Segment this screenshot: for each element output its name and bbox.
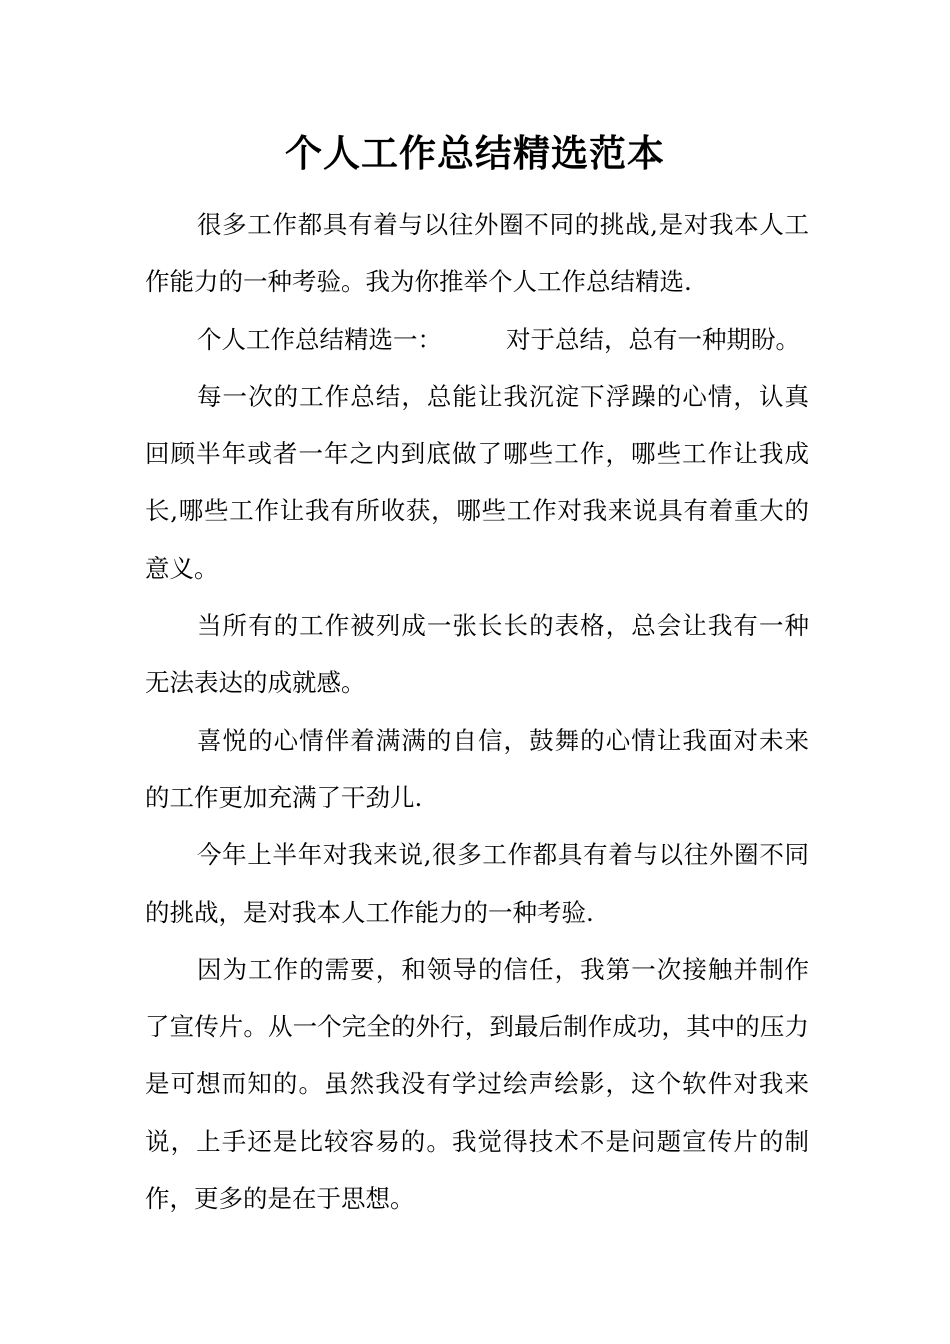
document-body: [145, 196, 809, 1227]
paragraph-achievement: 当所有的工作被列成一张长长的表格，总会让我有一种无法表达的成就感。: [145, 611, 809, 698]
paragraph-reflection: 每一次的工作总结，总能让我沉淀下浮躁的心情，认真回顾半年或者一年之内到底做了哪些工作，哪些工作让我成长,哪些工作让我有所收获，哪些工作对我来说具有着重大的意义。: [145, 381, 809, 583]
paragraph-intro: 很多工作都具有着与以往外圈不同的挑战,是对我本人工作能力的一种考验。我为你推举个人工作总结精选.: [145, 210, 809, 297]
document-title: 个人工作总结精选范本: [285, 131, 665, 175]
section-lead: 对于总结，总有一种期盼。: [506, 324, 800, 354]
section-heading: 个人工作总结精选一：: [197, 324, 442, 354]
paragraph-first-half: 今年上半年对我来说,很多工作都具有着与以往外圈不同的挑战，是对我本人工作能力的一种考验.: [145, 840, 809, 927]
paragraph-promo-video: 因为工作的需要，和领导的信任，我第一次接触并制作了宣传片。从一个完全的外行，到最后制作成功，其中的压力是可想而知的。虽然我没有学过绘声绘影，这个软件对我来说，上手还是比较容易的。我觉得技术不是问题宣传片的制作，更多的是在于思想。: [145, 954, 809, 1214]
section-heading-line: [145, 311, 809, 368]
paragraph-confidence: 喜悦的心情伴着满满的自信，鼓舞的心情让我面对未来的工作更加充满了干劲儿.: [145, 725, 809, 812]
